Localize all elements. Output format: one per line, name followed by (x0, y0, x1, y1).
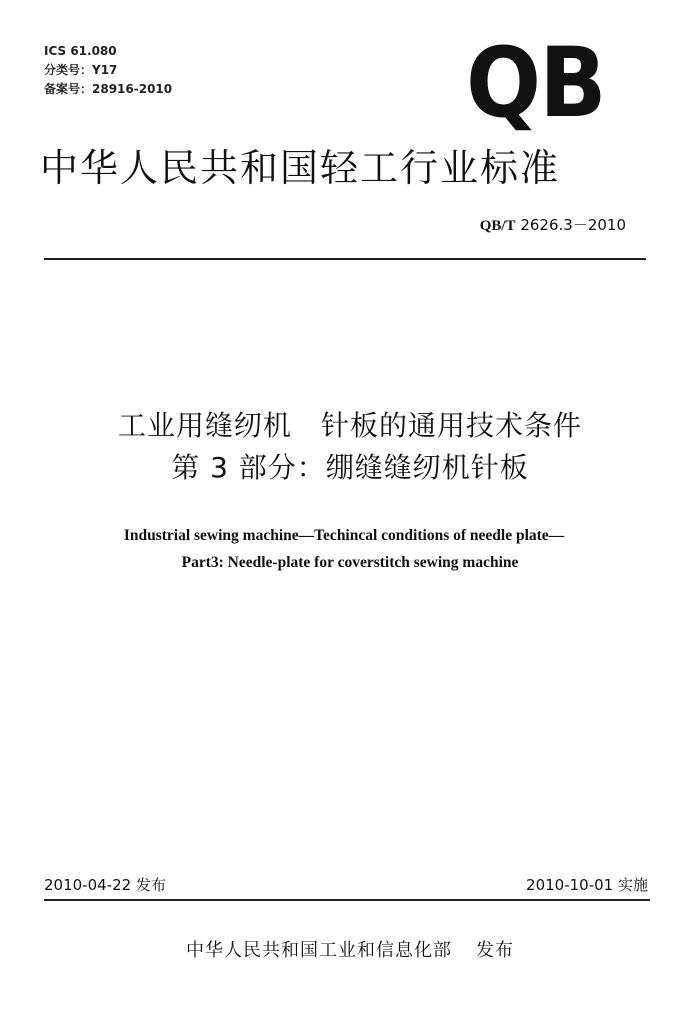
qb-logo: QB (466, 27, 605, 139)
implement-date: 2010-10-01 实施 (526, 876, 648, 894)
standard-type-title: 中华人民共和国轻工行业标准 (40, 146, 561, 190)
publisher-line (0, 936, 700, 962)
document-title-cn-line2: 第 3 部分：绷缝缝纫机针板 (171, 451, 529, 484)
standard-number-value: 2626.3－2010 (520, 216, 626, 234)
document-title-en-line2: Part3: Needle-plate for coverstitch sewing machine (181, 554, 519, 571)
filing-number: 备案号：28916-2010 (44, 82, 173, 96)
document-title-cn-line1: 工业用缝纫机 针板的通用技术条件 (117, 409, 582, 442)
standard-code: QB/T (479, 218, 516, 234)
ics-code: ICS 61.080 (44, 44, 117, 58)
document-title-en-line1: Industrial sewing machine—Techincal conditions of needle plate— (123, 527, 565, 544)
footer-divider (44, 899, 650, 901)
publisher-name: 中华人民共和国工业和信息化部 (186, 940, 452, 961)
issue-date: 2010-04-22 发布 (44, 876, 166, 894)
standard-number (480, 214, 626, 235)
classification-number: 分类号：Y17 (44, 63, 118, 77)
publisher-action: 发布 (476, 940, 514, 961)
header-divider (44, 258, 646, 260)
classification-block (44, 42, 172, 99)
